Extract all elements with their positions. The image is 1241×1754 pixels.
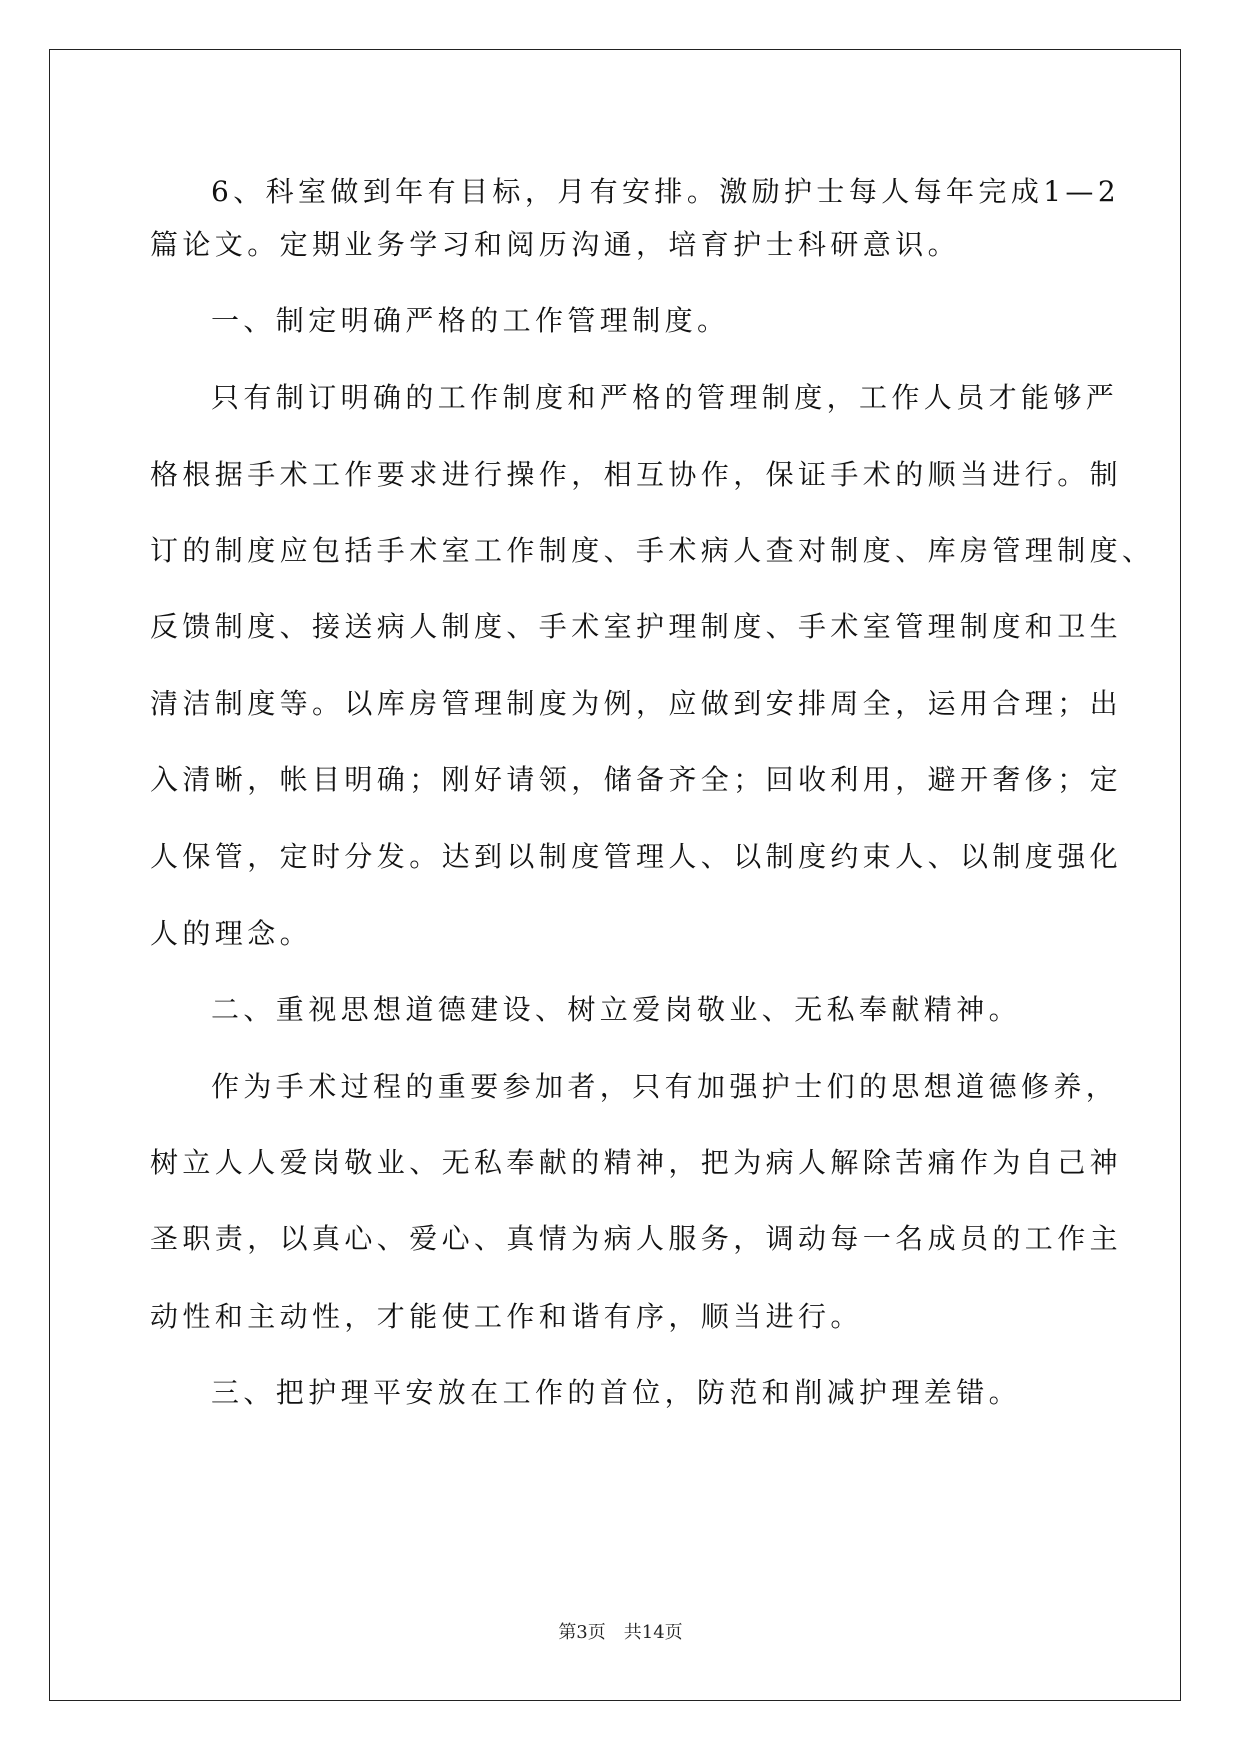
text-line: 动性和主动性，才能使工作和谐有序，顺当进行。	[150, 1300, 863, 1333]
page-footer: 第3页 共14页	[558, 1622, 683, 1643]
section-heading: 二、重视思想道德建设、树立爱岗敬业、无私奉献精神。	[211, 993, 1022, 1026]
text-line: 只有制订明确的工作制度和严格的管理制度，工作人员才能够严	[211, 381, 1119, 414]
text-line: 人的理念。	[150, 917, 313, 950]
text-line: 格根据手术工作要求进行操作，相互协作，保证手术的顺当进行。制	[150, 458, 1123, 491]
section-heading: 一、制定明确严格的工作管理制度。	[211, 304, 730, 337]
text-line: 入清晰，帐目明确；刚好请领，储备齐全；回收利用，避开奢侈；定	[150, 763, 1123, 796]
text-line: 篇论文。定期业务学习和阅历沟通，培育护士科研意识。	[150, 228, 961, 261]
text-line: 清洁制度等。以库房管理制度为例，应做到安排周全，运用合理；出	[150, 687, 1123, 720]
text-line: 树立人人爱岗敬业、无私奉献的精神，把为病人解除苦痛作为自己神	[150, 1146, 1123, 1179]
text-line: 人保管，定时分发。达到以制度管理人、以制度约束人、以制度强化	[150, 840, 1123, 873]
text-line: 6、科室做到年有目标，月有安排。激励护士每人每年完成1—2	[211, 175, 1121, 208]
text-line: 订的制度应包括手术室工作制度、手术病人查对制度、库房管理制度、	[150, 534, 1155, 567]
text-line: 作为手术过程的重要参加者，只有加强护士们的思想道德修养，	[211, 1070, 1119, 1103]
text-line: 反馈制度、接送病人制度、手术室护理制度、手术室管理制度和卫生	[150, 610, 1123, 643]
section-heading: 三、把护理平安放在工作的首位，防范和削减护理差错。	[211, 1376, 1022, 1409]
text-line: 圣职责，以真心、爱心、真情为病人服务，调动每一名成员的工作主	[150, 1222, 1123, 1255]
